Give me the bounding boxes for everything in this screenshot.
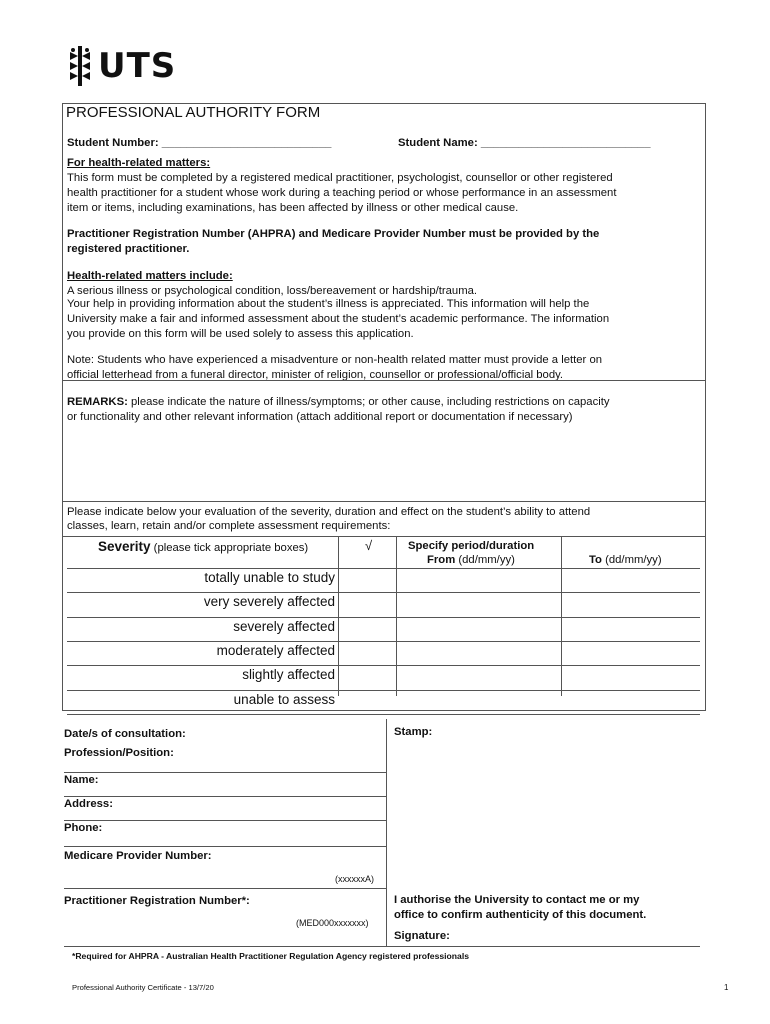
- include-heading: Health-related matters include:: [67, 270, 233, 282]
- address-label: Address:: [64, 798, 113, 810]
- stamp-label: Stamp:: [394, 726, 433, 738]
- signature-field[interactable]: [64, 946, 700, 947]
- page-number: 1: [724, 983, 729, 992]
- include-line-2: Your help in providing information about the student’s illness is appreciated. This information will help the: [67, 298, 590, 310]
- severity-row-label: moderately affected: [216, 642, 335, 658]
- remarks-label: REMARKS:: [67, 396, 128, 408]
- registration-format-hint: (MED000xxxxxxx): [296, 918, 369, 928]
- to-header: [589, 553, 662, 568]
- uts-logo: [68, 46, 176, 86]
- from-header: [427, 553, 515, 568]
- table-top-line: [63, 536, 705, 537]
- column-divider: [386, 719, 387, 947]
- health-heading: For health-related matters:: [67, 157, 211, 169]
- medicare-field[interactable]: [64, 888, 386, 889]
- medicare-format-hint: (xxxxxxA): [335, 874, 374, 884]
- ahpra-footnote: *Required for AHPRA - Australian Health Practitioner Regulation Agency registered professionals: [72, 951, 469, 961]
- severity-tick-box[interactable]: [339, 569, 395, 591]
- tick-header: √: [365, 538, 373, 553]
- severity-tick-box[interactable]: [339, 691, 395, 713]
- to-hint: (dd/mm/yy): [601, 554, 662, 566]
- severity-label: Severity: [98, 539, 151, 554]
- note-line-2: official letterhead from a funeral director, minister of religion, counsellor or professional/official body.: [67, 369, 564, 381]
- authorise-line-2: office to confirm authenticity of this document.: [394, 909, 647, 921]
- form-frame: [62, 103, 706, 711]
- student-number-field[interactable]: Student Number: ___________________________: [67, 137, 332, 149]
- student-name-field[interactable]: Student Name: ___________________________: [398, 137, 651, 149]
- severity-row-label: totally unable to study: [204, 570, 335, 585]
- form-title: PROFESSIONAL AUTHORITY FORM: [66, 104, 321, 121]
- health-body-line-2: health practitioner for a student whose work during a teaching period or whose performance in an assessment: [67, 187, 617, 199]
- evaluation-line-1: Please indicate below your evaluation of the severity, duration and effect on the student’s ability to attend: [67, 506, 591, 518]
- remarks-line-1: [67, 395, 610, 410]
- severity-row-label: very severely affected: [203, 594, 335, 610]
- stamp-area[interactable]: [394, 742, 694, 882]
- signature-label: Signature:: [394, 930, 450, 942]
- logo-wordmark: UTS: [98, 46, 177, 86]
- name-label: Name:: [64, 774, 99, 786]
- name-field[interactable]: [64, 796, 386, 797]
- medicare-label: Medicare Provider Number:: [64, 850, 212, 862]
- remarks-input-area[interactable]: [67, 426, 703, 498]
- uts-crest-icon: [68, 46, 92, 86]
- remarks-text: please indicate the nature of illness/symptoms; or other cause, including restrictions on capacity: [127, 396, 610, 408]
- phone-field[interactable]: [64, 846, 386, 847]
- profession-label: Profession/Position:: [64, 747, 174, 759]
- severity-tick-box[interactable]: [339, 618, 395, 640]
- divider: [63, 380, 705, 381]
- severity-header: [98, 539, 308, 554]
- health-body-line-1: This form must be completed by a registered medical practitioner, psychologist, counsellor or other registered: [67, 172, 613, 184]
- evaluation-line-2: classes, learn, retain and/or complete assessment requirements:: [67, 520, 391, 532]
- severity-tick-box[interactable]: [339, 593, 395, 615]
- address-field[interactable]: [64, 820, 386, 821]
- divider: [63, 501, 705, 502]
- footer-document-name: Professional Authority Certificate - 13/7/20: [72, 983, 214, 992]
- to-label: To: [589, 554, 602, 566]
- note-line-1: Note: Students who have experienced a misadventure or non-health related matter must provide a letter on: [67, 354, 603, 366]
- severity-row-label: severely affected: [233, 618, 335, 634]
- registration-note-line-2: registered practitioner.: [67, 243, 190, 255]
- include-line-4: you provide on this form will be used solely to assess this application.: [67, 328, 414, 340]
- phone-label: Phone:: [64, 822, 103, 834]
- authorise-line-1: I authorise the University to contact me or my: [394, 894, 640, 906]
- table-row-line: [67, 714, 700, 715]
- consultation-dates-label: Date/s of consultation:: [64, 728, 186, 740]
- profession-field[interactable]: [64, 772, 386, 773]
- include-line-3: University make a fair and informed assessment about the student’s academic performance. The information: [67, 313, 610, 325]
- severity-tick-box[interactable]: [339, 642, 395, 664]
- severity-tick-box[interactable]: [339, 666, 395, 688]
- severity-hint: (please tick appropriate boxes): [150, 542, 309, 554]
- remarks-line-2: or functionality and other relevant information (attach additional report or documentation if necessary): [67, 411, 573, 423]
- severity-row-label: slightly affected: [242, 667, 335, 683]
- period-header: Specify period/duration: [408, 540, 535, 552]
- registration-note-line-1: Practitioner Registration Number (AHPRA) and Medicare Provider Number must be provided by the: [67, 228, 600, 240]
- health-body-line-3: item or items, including examinations, has been affected by illness or other medical cause.: [67, 202, 519, 214]
- include-line-1: A serious illness or psychological condition, loss/bereavement or hardship/trauma.: [67, 285, 478, 297]
- from-label: From: [427, 554, 456, 566]
- registration-number-label: Practitioner Registration Number*:: [64, 895, 250, 907]
- severity-row-label: unable to assess: [233, 691, 335, 707]
- from-hint: (dd/mm/yy): [455, 554, 515, 566]
